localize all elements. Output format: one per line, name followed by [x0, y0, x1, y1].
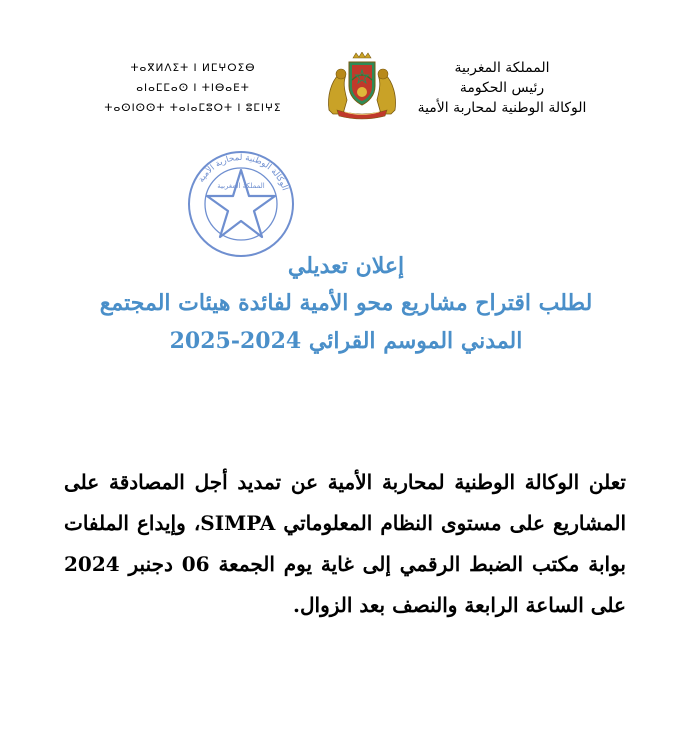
header-tifinagh — [88, 58, 298, 118]
title-line-3: المدني الموسم القرائي 2024-2025 — [169, 328, 523, 354]
stamp-ring-text: الوكالة الوطنية لمحاربة الأمية — [196, 152, 290, 192]
header-tifinagh-line-government: ⴰⵏⴰⵎⵎⴰⵙ ⵏ ⵜⵏⴱⴰⴹⵜ — [136, 82, 250, 94]
coat-of-arms-icon — [323, 52, 401, 120]
header-tifinagh-line-kingdom: ⵜⴰⴳⵍⴷⵉⵜ ⵏ ⵍⵎⵖⵔⵉⴱ — [130, 62, 256, 74]
header-arabic-line-agency: الوكالة الوطنية لمحاربة الأمية — [417, 100, 587, 116]
header-arabic-line-government: رئيس الحكومة — [459, 80, 545, 96]
announcement-title — [60, 248, 632, 360]
title-line-1: إعلان تعديلي — [287, 253, 405, 279]
announcement-body: تعلن الوكالة الوطنية لمحاربة الأمية عن تمديد أجل المصادقة على المشاريع على مستوى النظام المعلوماتي SIMPA، وإيداع الملفات بوابة مكتب الضبط الرقمي إلى غاية يوم الجمعة 06 دجنبر 2024 على الساعة الرابعة والنصف بعد الزوال. — [64, 470, 627, 617]
stamp-inner-text: المملكة المغربية — [217, 182, 265, 190]
title-line-2: لطلب اقتراح مشاريع محو الأمية لفائدة هيئات المجتمع — [99, 290, 593, 316]
header-arabic — [402, 58, 602, 118]
header-arabic-line-kingdom: المملكة المغربية — [454, 60, 550, 76]
agency-stamp-icon — [185, 148, 297, 260]
header-tifinagh-line-agency: ⵜⴰⵙⵏⵙⵙⵜ ⵜⴰⵏⴰⵎⵓⵔⵜ ⵏ ⵓⵎⵏⵖⵉ — [104, 102, 282, 114]
